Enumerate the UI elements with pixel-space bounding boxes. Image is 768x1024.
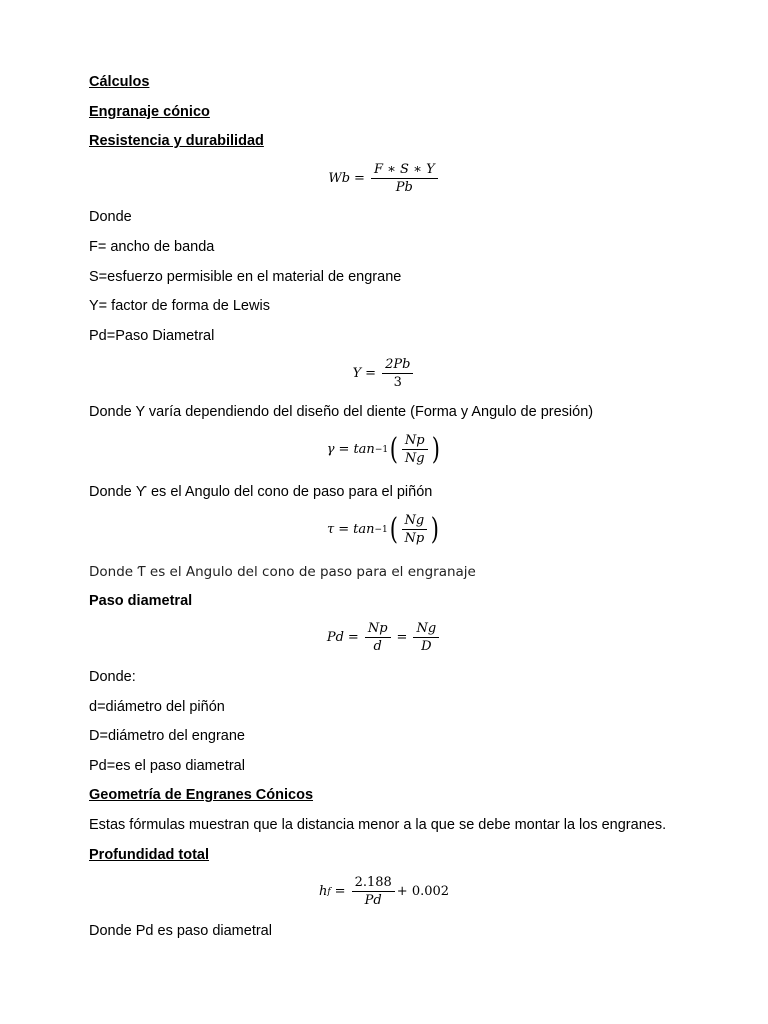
eq5-numerator-2: Ng <box>413 621 439 638</box>
equals-sign: = <box>334 884 346 899</box>
heading-calculos: Cálculos <box>89 74 150 90</box>
text-donde-2: Donde: <box>89 669 136 685</box>
eq6-denominator: Pd <box>364 893 382 908</box>
def-d-small: d=diámetro del piñón <box>89 699 225 715</box>
eq5-fraction-2 <box>413 621 439 654</box>
text-tau: Donde Ƭ es el Angulo del cono de paso para el engranaje <box>89 564 476 580</box>
eq2-numerator: 2Pb <box>382 357 413 374</box>
equals-sign: = <box>396 630 408 645</box>
equation-wb <box>0 162 768 195</box>
eq5-lhs: Pd <box>326 630 344 645</box>
eq3-numerator: Np <box>402 433 428 450</box>
eq6-add: + 0.002 <box>396 884 450 899</box>
eq3-denominator: Ng <box>404 451 425 466</box>
equation-y <box>0 357 768 390</box>
eq1-lhs: Wb <box>328 171 351 186</box>
eq2-lhs: Y <box>352 366 362 381</box>
equation-hf <box>0 875 768 908</box>
eq4-fn: tan <box>353 522 375 537</box>
eq1-fraction <box>371 162 438 195</box>
def-d-large: D=diámetro del engrane <box>89 728 245 744</box>
eq4-lhs: τ <box>327 522 335 537</box>
eq2-fraction <box>382 357 413 390</box>
right-paren: ) <box>430 511 440 547</box>
text-gamma: Donde ϒ es el Angulo del cono de paso para el piñón <box>89 484 433 500</box>
left-paren: ( <box>389 511 398 547</box>
text-final: Donde Pd es paso diametral <box>89 923 272 939</box>
eq6-lhs: h <box>318 884 328 899</box>
text-y-varia: Donde Y varía dependiendo del diseño del diente (Forma y Angulo de presión) <box>89 404 594 420</box>
eq1-denominator: Pb <box>395 180 413 195</box>
eq4-exp: −1 <box>374 524 388 535</box>
eq5-denominator-1: d <box>373 639 382 654</box>
eq3-fn: tan <box>353 442 375 457</box>
equals-sign: = <box>354 171 365 186</box>
eq6-numerator: 2.188 <box>352 875 395 892</box>
text-geometria: Estas fórmulas muestran que la distancia menor a la que se debe montar la los engranes. <box>89 817 667 833</box>
eq5-fraction-1 <box>365 621 391 654</box>
def-y: Y= factor de forma de Lewis <box>89 298 270 314</box>
eq4-denominator: Np <box>404 531 425 546</box>
equation-gamma <box>0 433 768 466</box>
equals-sign: = <box>338 522 350 537</box>
def-f: F= ancho de banda <box>89 239 215 255</box>
heading-profundidad: Profundidad total <box>89 847 210 863</box>
eq2-denominator: 3 <box>393 375 402 390</box>
eq4-numerator: Ng <box>402 513 428 530</box>
equals-sign: = <box>338 442 350 457</box>
eq4-fraction <box>402 513 428 546</box>
def-pd: Pd=Paso Diametral <box>89 328 215 344</box>
heading-engranaje-conico: Engranaje cónico <box>89 104 210 120</box>
heading-paso-diametral: Paso diametral <box>89 593 193 609</box>
def-s: S=esfuerzo permisible en el material de engrane <box>89 269 402 285</box>
equation-tau <box>0 513 768 546</box>
eq5-denominator-2: D <box>421 639 432 654</box>
right-paren: ) <box>431 431 440 467</box>
equals-sign: = <box>365 366 377 381</box>
eq6-fraction <box>352 875 395 908</box>
eq3-exp: −1 <box>374 444 389 455</box>
heading-resistencia: Resistencia y durabilidad <box>89 133 264 149</box>
eq1-numerator: F ∗ S ∗ Y <box>371 162 438 179</box>
left-paren: ( <box>389 431 399 467</box>
eq5-numerator-1: Np <box>365 621 391 638</box>
eq3-lhs: γ <box>326 442 335 457</box>
eq6-sub: f <box>327 886 331 897</box>
equation-pd <box>0 621 768 654</box>
text-donde: Donde <box>89 209 132 225</box>
heading-geometria: Geometría de Engranes Cónicos <box>89 787 314 803</box>
eq3-fraction <box>402 433 428 466</box>
def-pd-2: Pd=es el paso diametral <box>89 758 245 774</box>
equals-sign: = <box>347 630 359 645</box>
